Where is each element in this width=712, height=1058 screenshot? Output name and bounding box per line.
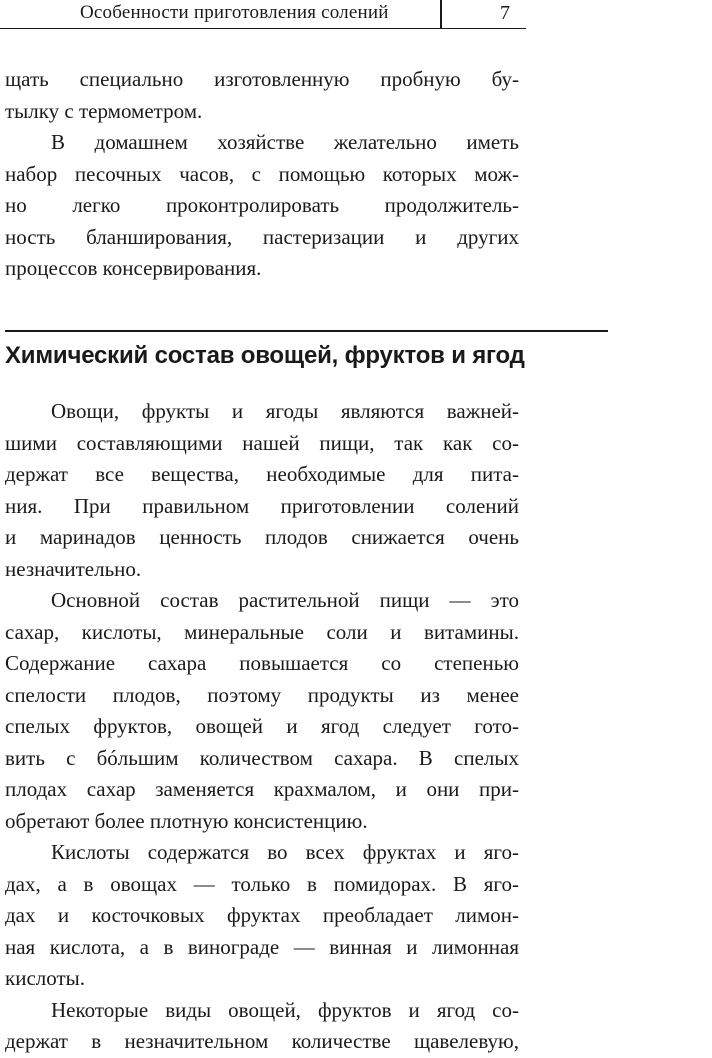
text-line: спелых фруктов, овощей и ягод следует гото- <box>5 714 519 738</box>
text-line: ния. При правильном приготовлении солений <box>5 493 519 518</box>
text-line: щать специально изготовленную пробную бу- <box>5 67 519 91</box>
text-line: шими составляющими нашей пищи, так как со- <box>5 430 519 455</box>
text-line: и маринадов ценность плодов снижается очень <box>5 525 519 549</box>
text-line: Овощи, фрукты и ягоды являются важней- <box>51 399 519 423</box>
text-line: тылку с термометром. <box>5 98 203 123</box>
text-line: дах, а в овощах — только в помидорах. В яго- <box>5 871 519 896</box>
text-line: обретают более плотную консистенцию. <box>5 808 368 833</box>
text-line: В домашнем хозяйстве желательно иметь <box>51 130 519 154</box>
text-line: процессов консервирования. <box>5 256 262 280</box>
header-divider <box>440 0 442 28</box>
text-line: держат в незначительном количестве щавелевую, <box>5 1029 519 1053</box>
intro-text <box>5 64 519 285</box>
text-line: сахар, кислоты, минеральные соли и витамины. <box>5 619 519 644</box>
text-line: держат все вещества, необходимые для пита- <box>5 462 519 486</box>
text-line: кислоты. <box>5 966 86 990</box>
section-heading: Химический состав овощей, фруктов и ягод <box>5 342 525 369</box>
section-rule <box>5 330 608 332</box>
text-line: вить с бóльшим количеством сахара. В спелых <box>5 745 519 770</box>
text-line: Содержание сахара повышается со степенью <box>5 651 519 675</box>
text-line: ность бланширования, пастеризации и других <box>5 224 519 249</box>
text-line: Основной состав растительной пищи — это <box>51 588 519 612</box>
text-line: незначительно. <box>5 556 142 581</box>
text-line: набор песочных часов, с помощью которых мож- <box>5 161 519 186</box>
text-line: но легко проконтролировать продолжитель- <box>5 193 519 217</box>
running-header <box>0 0 526 29</box>
text-line: Кислоты содержатся во всех фруктах и яго- <box>51 840 519 864</box>
page-number: 7 <box>500 2 510 24</box>
text-line: спелости плодов, поэтому продукты из менее <box>5 682 519 707</box>
text-line: плодах сахар заменяется крахмалом, и они при- <box>5 777 519 801</box>
running-header-title: Особенности приготовления солений <box>80 2 389 23</box>
text-line: дах и косточковых фруктах преобладает лимон- <box>5 903 519 927</box>
body-text <box>5 396 519 1058</box>
text-line: Некоторые виды овощей, фруктов и ягод со- <box>51 997 519 1022</box>
text-line: ная кислота, а в винограде — винная и лимонная <box>5 934 519 959</box>
